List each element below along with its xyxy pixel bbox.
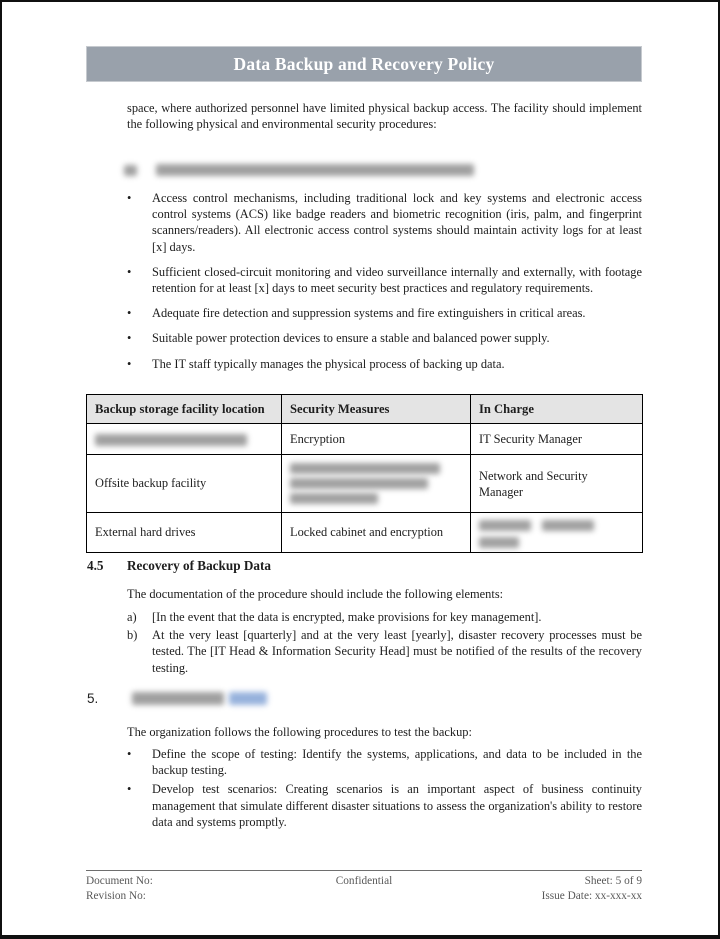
cell-security-measures: Locked cabinet and encryption — [282, 513, 471, 553]
redacted-text-bar — [542, 520, 594, 531]
column-header-in-charge: In Charge — [471, 395, 643, 424]
list-item — [127, 781, 642, 830]
section-5-heading — [87, 691, 267, 706]
cell-location: External hard drives — [87, 513, 282, 553]
bullet-text: Develop test scenarios: Creating scenarios is an important aspect of business continuity management that simulate different disaster situations to assess the organization's ability to restore data and systems promptly. — [152, 782, 642, 829]
section-4-5-intro: The documentation of the procedure should include the following elements: — [127, 587, 504, 601]
issue-date: Issue Date: xx-xxx-xx — [541, 890, 642, 902]
bullet-icon: • — [127, 306, 132, 321]
list-text: At the very least [quarterly] and at the very least [yearly], disaster recovery processes must be tested. The [IT Head & Information Security Head] must be notified of the results of the recovery testing. — [152, 628, 642, 675]
footer-left — [86, 874, 282, 904]
cell-location-redacted — [87, 424, 282, 455]
lettered-list — [127, 609, 642, 678]
cell-security-measures: Encryption — [282, 424, 471, 455]
column-header-security-measures: Security Measures — [282, 395, 471, 424]
redacted-text-bar — [479, 537, 519, 548]
bullet-text: Adequate fire detection and suppression systems and fire extinguishers in critical areas. — [152, 306, 586, 321]
section-5-intro: The organization follows the following procedures to test the backup: — [127, 725, 472, 739]
document-title-banner — [86, 46, 642, 82]
confidential-label: Confidential — [335, 875, 393, 887]
table-row — [87, 513, 643, 553]
list-item — [127, 356, 642, 372]
page-footer — [86, 870, 642, 904]
table-header-row — [87, 395, 643, 424]
bullet-icon: • — [127, 264, 132, 279]
section-title: Recovery of Backup Data — [127, 558, 271, 573]
list-item — [127, 305, 642, 321]
redacted-list-marker — [124, 165, 137, 176]
redacted-hyperlink-bar[interactable] — [229, 692, 267, 705]
backup-facility-table — [86, 394, 643, 553]
list-marker: a) — [127, 610, 137, 624]
cell-security-measures-redacted — [282, 455, 471, 513]
redacted-text-bar — [479, 520, 531, 531]
cell-in-charge: IT Security Manager — [471, 424, 643, 455]
column-header-location: Backup storage facility location — [87, 395, 282, 424]
redacted-list-line — [124, 161, 474, 175]
document-no-label: Document No: — [86, 875, 153, 887]
redacted-text-bar — [290, 478, 428, 489]
revision-no-label: Revision No: — [86, 890, 146, 902]
list-item — [127, 190, 642, 255]
list-item — [127, 746, 642, 778]
bullet-icon: • — [127, 191, 132, 205]
footer-right — [446, 874, 642, 904]
footer-center — [282, 874, 446, 904]
list-item — [127, 330, 642, 346]
redacted-text-bar — [95, 434, 247, 446]
redacted-text-bar — [290, 493, 378, 504]
bullet-text: Define the scope of testing: Identify the systems, applications, and data to be included in the backup testing. — [152, 747, 642, 778]
bullet-icon: • — [127, 747, 132, 761]
section-4-5-heading — [87, 558, 642, 574]
bullet-icon: • — [127, 356, 132, 371]
sheet-number: Sheet: 5 of 9 — [584, 875, 642, 887]
list-item — [127, 627, 642, 676]
bullet-text: The IT staff typically manages the physical process of backing up data. — [152, 356, 505, 371]
security-bullet-list — [127, 190, 642, 381]
redacted-text-bar — [290, 463, 440, 474]
list-marker: b) — [127, 628, 138, 643]
bullet-text: Suitable power protection devices to ensure a stable and balanced power supply. — [152, 331, 550, 346]
table-row — [87, 424, 643, 455]
bullet-icon: • — [127, 782, 132, 797]
intro-paragraph: space, where authorized personnel have limited physical backup access. The facility should implement the following physical and environmental security procedures: — [127, 101, 642, 132]
bullet-text: Access control mechanisms, including traditional lock and key systems and electronic access control systems (ACS) like badge readers and biometric recognition (iris, palm, and fingerprint scanners/readers). All electronic access control systems should maintain activity logs for at least [x] days. — [152, 191, 642, 254]
redacted-heading-bar — [132, 692, 224, 705]
testing-bullet-list — [127, 746, 642, 833]
document-title: Data Backup and Recovery Policy — [233, 53, 495, 74]
bullet-text: Sufficient closed-circuit monitoring and video surveillance internally and externally, with footage retention for at least [x] days to meet security best practices and regulatory requirements. — [152, 264, 642, 296]
redacted-text-bar — [156, 164, 474, 176]
list-item — [127, 264, 642, 296]
section-number: 5. — [87, 691, 99, 706]
cell-location: Offsite backup facility — [87, 455, 282, 513]
list-text: [In the event that the data is encrypted, make provisions for key management]. — [152, 610, 542, 624]
cell-in-charge-redacted — [471, 513, 643, 553]
cell-in-charge: Network and Security Manager — [471, 455, 643, 513]
bullet-icon: • — [127, 331, 132, 346]
list-item — [127, 609, 642, 625]
section-number: 4.5 — [87, 558, 104, 573]
table-row — [87, 455, 643, 513]
